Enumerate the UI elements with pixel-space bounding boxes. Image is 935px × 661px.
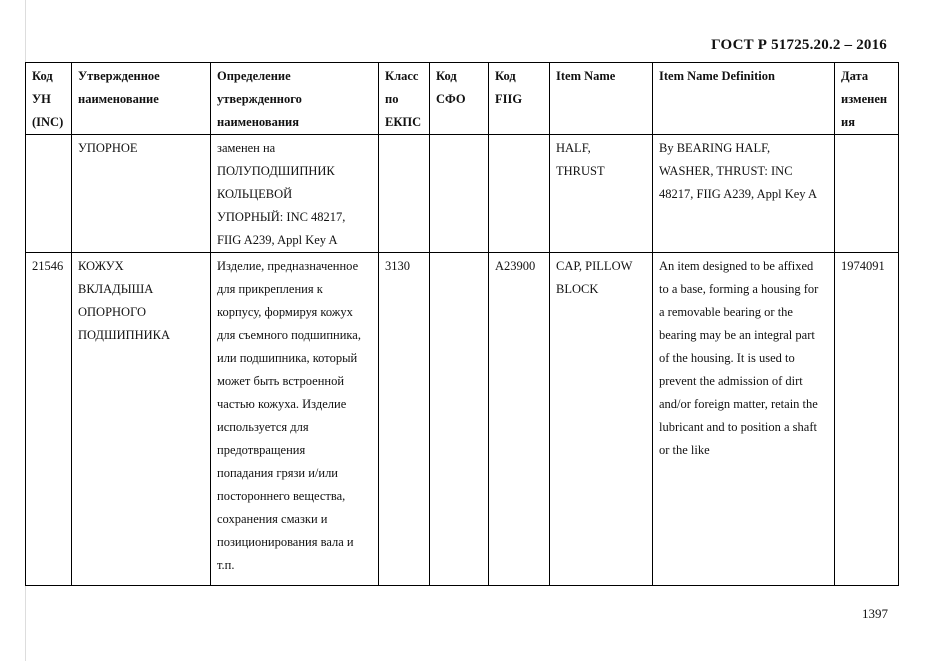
cell-approved-name: КОЖУХ ВКЛАДЫША ОПОРНОГО ПОДШИПНИКА [72, 253, 211, 586]
page-number: 1397 [862, 606, 888, 621]
cell-sfo-code [430, 135, 489, 253]
header-fiig-code: Код FIIG [489, 63, 550, 135]
table-row [26, 253, 899, 586]
cell-definition: заменен на ПОЛУПОДШИПНИК КОЛЬЦЕВОЙ УПОРНЫЙ: INC 48217, FIIG A239, Appl Key A [211, 135, 379, 253]
table-row [26, 135, 899, 253]
cell-definition: Изделие, предназначенное для прикрепления к корпусу, формируя кожух для съемного подшипника, или подшипника, который может быть встроенной частью кожуха. Изделие используется для предотвращения попадания грязи и/или постороннего вещества, сохранения смазки и позиционирования вала и т.п. [211, 253, 379, 586]
cell-ekps-class: 3130 [379, 253, 430, 586]
table-header-row [26, 63, 899, 135]
cell-inc-code: 21546 [26, 253, 72, 586]
cell-change-date: 1974091 [835, 253, 899, 586]
header-inc-code: Код УН (INC) [26, 63, 72, 135]
cell-ekps-class [379, 135, 430, 253]
header-item-name: Item Name [550, 63, 653, 135]
header-approved-name: Утвержденное наименование [72, 63, 211, 135]
cell-inc-code [26, 135, 72, 253]
cell-item-name: HALF, THRUST [550, 135, 653, 253]
cell-item-name-definition: By BEARING HALF, WASHER, THRUST: INC 48217, FIIG A239, Appl Key A [653, 135, 835, 253]
header-definition: Определение утвержденного наименования [211, 63, 379, 135]
cell-item-name: CAP, PILLOW BLOCK [550, 253, 653, 586]
header-item-name-definition: Item Name Definition [653, 63, 835, 135]
classification-table [25, 62, 899, 586]
cell-sfo-code [430, 253, 489, 586]
cell-fiig-code [489, 135, 550, 253]
cell-fiig-code: A23900 [489, 253, 550, 586]
cell-change-date [835, 135, 899, 253]
document-title: ГОСТ Р 51725.20.2 – 2016 [711, 37, 887, 53]
header-sfo-code: Код СФО [430, 63, 489, 135]
cell-item-name-definition: An item designed to be affixed to a base, forming a housing for a removable bearing or the bearing may be an integral part of the housing. It is used to prevent the admission of dirt and/or foreign matter, retain the lubricant and to position a shaft or the like [653, 253, 835, 586]
header-change-date: Дата изменен ия [835, 63, 899, 135]
header-ekps-class: Класс по ЕКПС [379, 63, 430, 135]
cell-approved-name: УПОРНОЕ [72, 135, 211, 253]
